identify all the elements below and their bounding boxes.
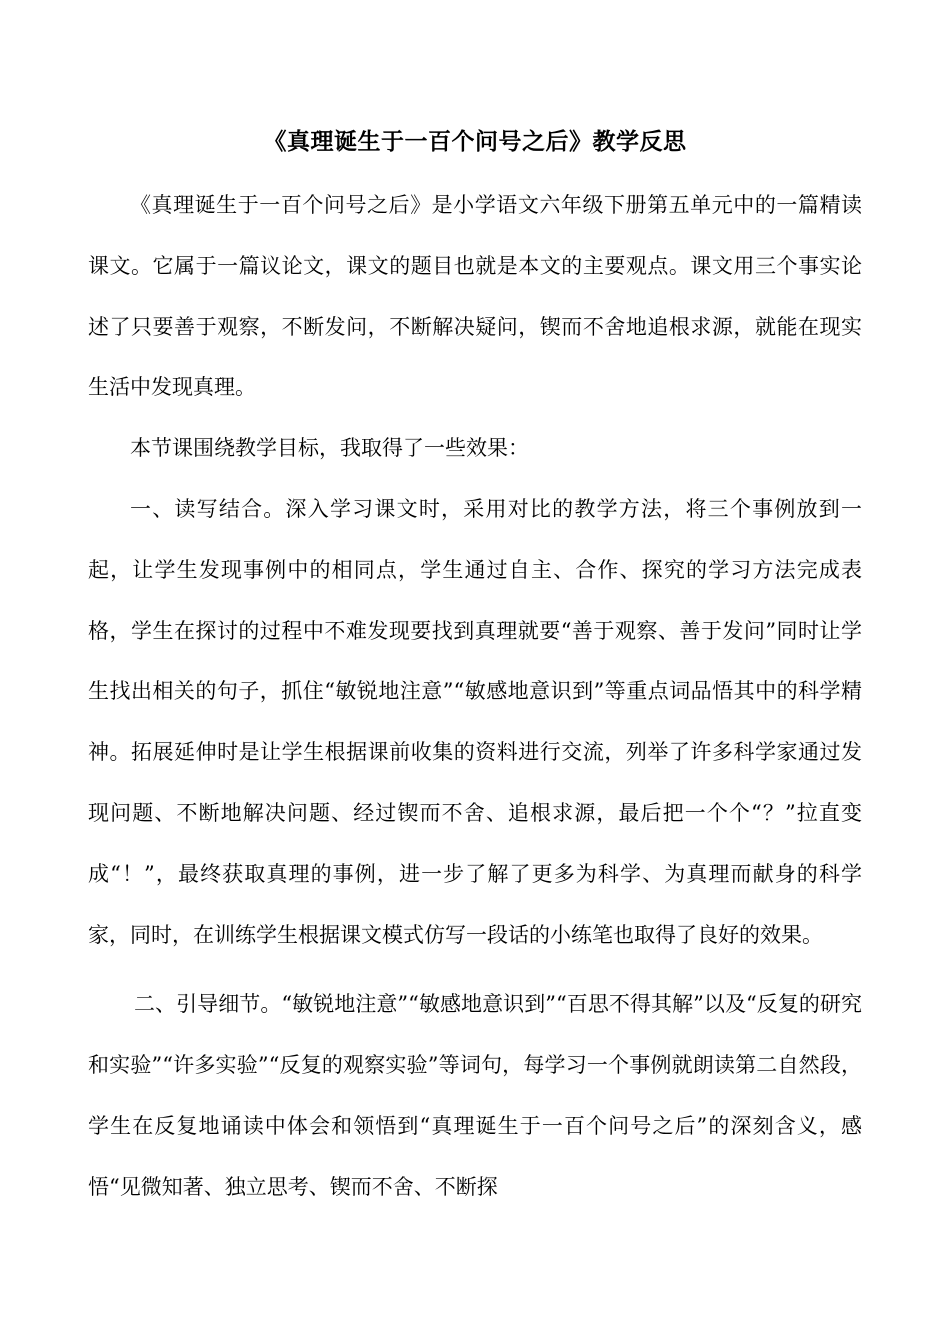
document-body [88,175,862,1218]
document-title: 《真理诞生于一百个问号之后》教学反思 [263,128,687,155]
paragraph-effects-lead: 本节课围绕教学目标，我取得了一些效果： [130,436,529,461]
paragraph-section-two: 二、引导细节。“敏锐地注意”“敏感地意识到”“百思不得其解”以及“反复的研究和实验”“许多实验”“反复的观察实验”等词句，每学习一个事例就朗读第二自然段，学生在反复地诵读中体会和领悟到“真理诞生于一百个问号之后”的深刻含义，感悟“见微知著、独立思考、锲而不舍、不断探 [88,992,862,1199]
paragraph-section-one: 一、读写结合。深入学习课文时，采用对比的教学方法，将三个事例放到一起，让学生发现事例中的相同点，学生通过自主、合作、探究的学习方法完成表格，学生在探讨的过程中不难发现要找到真理就要“善于观察、善于发问”同时让学生找出相关的句子，抓住“敏锐地注意”“敏感地意识到”等重点词品悟其中的科学精神。拓展延伸时是让学生根据课前收集的资料进行交流，列举了许多科学家通过发现问题、不断地解决问题、经过锲而不舍、追根求源，最后把一个个“？”拉直变成“！”，最终获取真理的事例，进一步了解了更多为科学、为真理而献身的科学家，同时，在训练学生根据课文模式仿写一段话的小练笔也取得了良好的效果。 [88,496,862,947]
paragraph-intro: 《真理诞生于一百个问号之后》是小学语文六年级下册第五单元中的一篇精读课文。它属于一篇议论文，课文的题目也就是本文的主要观点。课文用三个事实论述了只要善于观察，不断发问，不断解决疑问，锲而不舍地追根求源，就能在现实生活中发现真理。 [88,193,862,400]
